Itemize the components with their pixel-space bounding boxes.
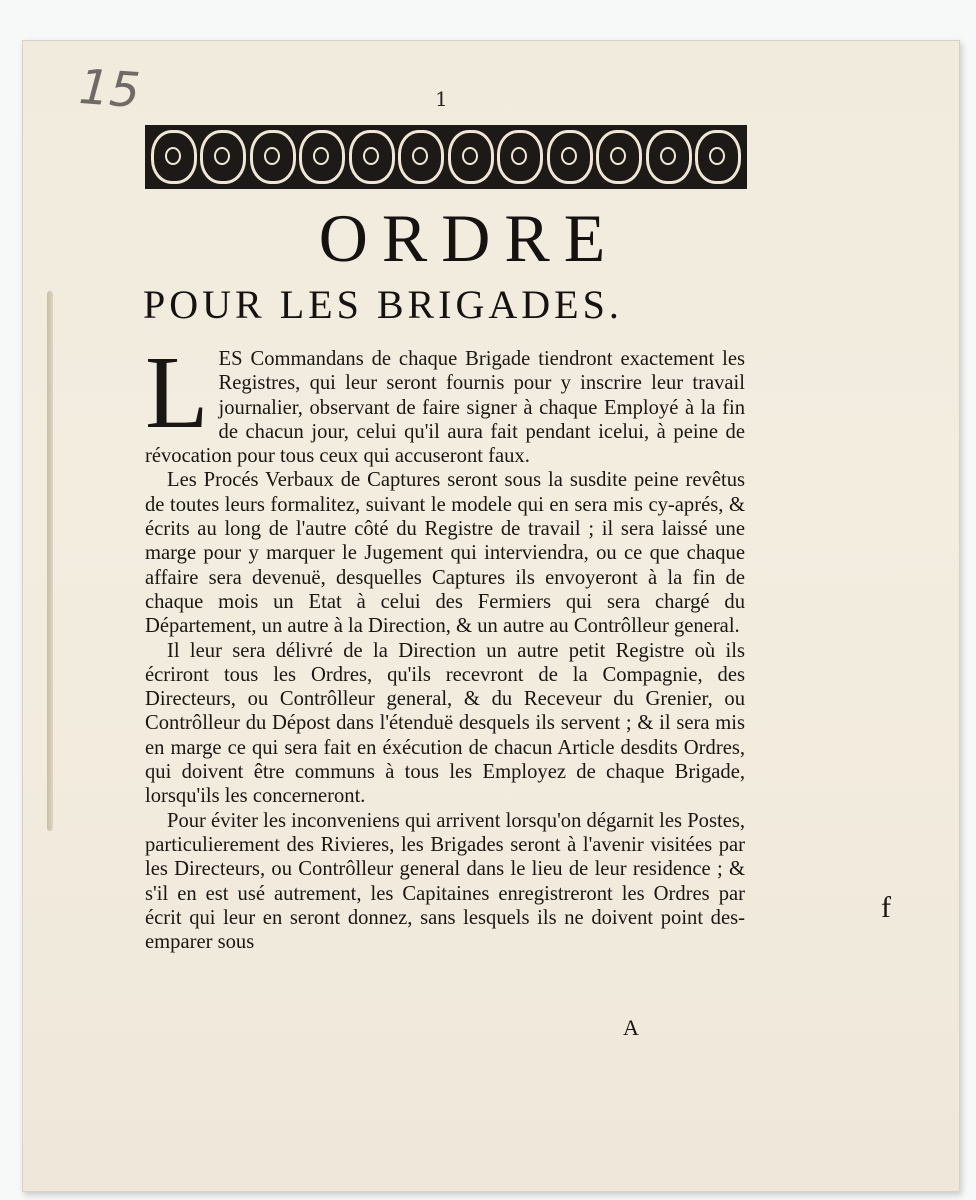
ornament-motif [497, 130, 543, 184]
binding-edge [47, 291, 53, 831]
ornament-motif [349, 130, 395, 184]
ornament-motif [695, 130, 741, 184]
page-title: ORDRE [318, 200, 620, 276]
ornament-motif [299, 130, 345, 184]
margin-mark: f [881, 891, 891, 924]
ornament-motif [398, 130, 444, 184]
paragraph-1: ES Commandans de chaque Brigade tiendront exactement les Registres, qui leur seront fournis pour y inscrire leur travail journalier, observant de faire signer à chaque Employé à la fin de chacun jour, celui qu'il aura fait pendant icelui, à peine de révocation pour tous ceux qui accuseront faux. [145, 348, 745, 468]
ornament-motif [547, 130, 593, 184]
folio-number: 1 [435, 87, 448, 111]
catchword: A [623, 1015, 639, 1040]
header-ornament-band [145, 125, 747, 189]
paragraph-2: Les Procés Verbaux de Captures seront sous la susdite peine revêtus de toutes leurs formalitez, suivant le modele qui en sera mis cy-aprés, & écrits au long de l'autre côté du Registre de travail ; il sera laissé une marge pour y marquer le Jugement qui interviendra, ou ce que chaque affaire sera devenuë, desquelles Captures ils envoyeront à la fin de chaque mois un Etat à celui des Fermiers qui sera chargé du Département, un autre à la Direction, & un autre au Contrôlleur general. [145, 469, 745, 638]
ornament-motif [200, 130, 246, 184]
document-page [22, 40, 960, 1192]
ornament-motif [151, 130, 197, 184]
manuscript-number: 15 [77, 58, 142, 120]
ornament-motif [448, 130, 494, 184]
page-subtitle: POUR LES BRIGADES. [143, 282, 623, 327]
paragraph-4: Pour éviter les inconveniens qui arrivent lorsqu'on dégarnit les Postes, particulierement des Rivieres, les Brigades seront à l'avenir visitées par les Directeurs, ou Contrôlleur general dans le lieu de leur residence ; & s'il en est usé autrement, les Capitaines enregistreront les Ordres par écrit qui leur en seront donnez, sans lesquels ils ne doivent point des-emparer sous [145, 809, 745, 954]
paragraph-3: Il leur sera délivré de la Direction un autre petit Registre où ils écriront tous les Ordres, qu'ils recevront de la Compagnie, des Directeurs, ou Contrôlleur general, & du Receveur du Grenier, ou Contrôlleur du Dépost dans l'étenduë desquels ils servent ; & il sera mis en marge ce qui sera fait en éxécution de chacun Article desdits Ordres, qui doivent être communs à tous les Employez de chaque Brigade, lorsqu'ils les concerneront. [145, 639, 745, 808]
ornament-motif [250, 130, 296, 184]
drop-cap: L [145, 335, 209, 450]
body-text [145, 335, 745, 954]
ornament-motif [596, 130, 642, 184]
ornament-motif [646, 130, 692, 184]
